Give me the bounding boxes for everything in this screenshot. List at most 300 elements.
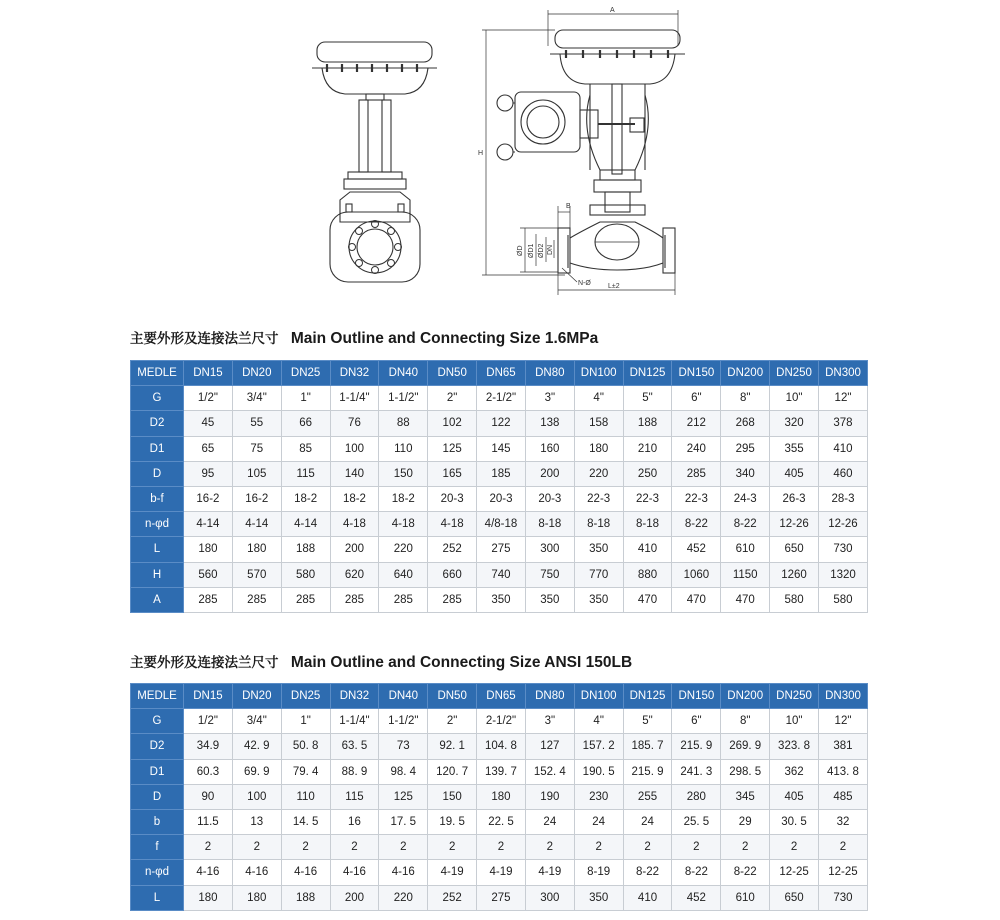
table-cell: 8"	[721, 709, 770, 734]
table-cell: 24	[623, 809, 672, 834]
table-cell: 98. 4	[379, 759, 428, 784]
table-cell: 165	[428, 461, 477, 486]
table-cell: 300	[525, 537, 574, 562]
row-label-cell: D2	[131, 411, 184, 436]
table-cell: 120. 7	[428, 759, 477, 784]
table-cell: 200	[330, 537, 379, 562]
table-cell: 580	[770, 587, 819, 612]
table-cell: 345	[721, 784, 770, 809]
table-cell: 138	[525, 411, 574, 436]
table-cell: 4-18	[330, 512, 379, 537]
header-cell-dn40: DN40	[379, 684, 428, 709]
table-cell: 2	[477, 835, 526, 860]
table-cell: 190	[525, 784, 574, 809]
table-cell: 65	[184, 436, 233, 461]
table-cell: 200	[525, 461, 574, 486]
table-cell: 22. 5	[477, 809, 526, 834]
table-cell: 88	[379, 411, 428, 436]
table-cell: 50. 8	[281, 734, 330, 759]
table-row	[131, 537, 868, 562]
table-cell: 22-3	[574, 486, 623, 511]
table-cell: 125	[428, 436, 477, 461]
table-cell: 4-16	[281, 860, 330, 885]
table-row	[131, 835, 868, 860]
table-cell: 20-3	[428, 486, 477, 511]
table-cell: 470	[672, 587, 721, 612]
table-cell: 215. 9	[672, 734, 721, 759]
table-cell: 158	[574, 411, 623, 436]
table-cell: 580	[281, 562, 330, 587]
table-cell: 29	[721, 809, 770, 834]
table-cell: 285	[184, 587, 233, 612]
table-row	[131, 809, 868, 834]
table2-title-en: Main Outline and Connecting Size ANSI 150LB	[290, 654, 633, 671]
table-cell: 340	[721, 461, 770, 486]
table-cell: 185	[477, 461, 526, 486]
table-cell: 230	[574, 784, 623, 809]
table-cell: 405	[770, 461, 819, 486]
table-row	[131, 461, 868, 486]
header-cell-dn20: DN20	[232, 684, 281, 709]
header-cell-dn50: DN50	[428, 684, 477, 709]
row-label-cell: D	[131, 461, 184, 486]
table-cell: 12-26	[818, 512, 867, 537]
valve-outline-drawing	[300, 0, 700, 305]
table-cell: 298. 5	[721, 759, 770, 784]
table-cell: 16-2	[232, 486, 281, 511]
table-row	[131, 734, 868, 759]
table-cell: 650	[770, 537, 819, 562]
table-cell: 560	[184, 562, 233, 587]
table-cell: 139. 7	[477, 759, 526, 784]
table-cell: 212	[672, 411, 721, 436]
dim-label-a: A	[610, 7, 615, 14]
table-cell: 8-22	[672, 512, 721, 537]
table-cell: 285	[428, 587, 477, 612]
table-cell: 8-18	[574, 512, 623, 537]
row-label-cell: D1	[131, 436, 184, 461]
table-cell: 180	[184, 537, 233, 562]
table-row	[131, 411, 868, 436]
table-cell: 4"	[574, 386, 623, 411]
table-cell: 610	[721, 537, 770, 562]
header-cell-model: MEDLE	[131, 684, 184, 709]
table-cell: 285	[672, 461, 721, 486]
header-cell-dn20: DN20	[232, 361, 281, 386]
table-row	[131, 562, 868, 587]
table-cell: 2-1/2"	[477, 709, 526, 734]
table-cell: 2	[525, 835, 574, 860]
table-row	[131, 386, 868, 411]
row-label-cell: A	[131, 587, 184, 612]
table-cell: 190. 5	[574, 759, 623, 784]
header-cell-dn200: DN200	[721, 361, 770, 386]
table-cell: 1260	[770, 562, 819, 587]
header-cell-dn125: DN125	[623, 684, 672, 709]
table-cell: 180	[232, 885, 281, 910]
table-cell: 470	[721, 587, 770, 612]
table-cell: 378	[818, 411, 867, 436]
table-cell: 76	[330, 411, 379, 436]
table-cell: 241. 3	[672, 759, 721, 784]
table-cell: 880	[623, 562, 672, 587]
spec-table-ansi-150lb	[130, 683, 868, 911]
table-cell: 2	[330, 835, 379, 860]
table-cell: 17. 5	[379, 809, 428, 834]
header-cell-dn80: DN80	[525, 361, 574, 386]
table-cell: 252	[428, 885, 477, 910]
table-cell: 73	[379, 734, 428, 759]
table-cell: 12-26	[770, 512, 819, 537]
dim-label-n: N-Ø	[578, 280, 591, 287]
table-cell: 12-25	[818, 860, 867, 885]
table-cell: 362	[770, 759, 819, 784]
header-cell-dn200: DN200	[721, 684, 770, 709]
table-cell: 620	[330, 562, 379, 587]
table-cell: 200	[330, 885, 379, 910]
table-cell: 280	[672, 784, 721, 809]
table-cell: 10"	[770, 709, 819, 734]
table-cell: 4-16	[184, 860, 233, 885]
table-cell: 323. 8	[770, 734, 819, 759]
header-cell-dn250: DN250	[770, 684, 819, 709]
table-cell: 2	[232, 835, 281, 860]
table-cell: 180	[232, 537, 281, 562]
table-row	[131, 885, 868, 910]
table-cell: 115	[281, 461, 330, 486]
table-cell: 413. 8	[818, 759, 867, 784]
table-cell: 220	[379, 537, 428, 562]
header-cell-model: MEDLE	[131, 361, 184, 386]
table-cell: 4-16	[232, 860, 281, 885]
header-cell-dn65: DN65	[477, 684, 526, 709]
header-cell-dn250: DN250	[770, 361, 819, 386]
table-cell: 381	[818, 734, 867, 759]
table-header-row	[131, 684, 868, 709]
table-cell: 285	[281, 587, 330, 612]
table-header-row	[131, 361, 868, 386]
table-cell: 60.3	[184, 759, 233, 784]
row-label-cell: f	[131, 835, 184, 860]
header-cell-dn25: DN25	[281, 684, 330, 709]
table-cell: 16	[330, 809, 379, 834]
table-cell: 24	[525, 809, 574, 834]
table-cell: 92. 1	[428, 734, 477, 759]
dim-label-l: L±2	[608, 283, 620, 290]
table-cell: 2	[184, 835, 233, 860]
table-cell: 20-3	[477, 486, 526, 511]
table-cell: 2-1/2"	[477, 386, 526, 411]
table-cell: 122	[477, 411, 526, 436]
table-cell: 220	[379, 885, 428, 910]
table-cell: 4-19	[525, 860, 574, 885]
table-cell: 28-3	[818, 486, 867, 511]
table-row	[131, 436, 868, 461]
header-cell-dn32: DN32	[330, 684, 379, 709]
table-cell: 12"	[818, 386, 867, 411]
table-cell: 3"	[525, 709, 574, 734]
table-cell: 34.9	[184, 734, 233, 759]
header-cell-dn150: DN150	[672, 684, 721, 709]
table-cell: 255	[623, 784, 672, 809]
table-cell: 405	[770, 784, 819, 809]
table-cell: 580	[818, 587, 867, 612]
table-cell: 11.5	[184, 809, 233, 834]
table-cell: 150	[379, 461, 428, 486]
table-cell: 45	[184, 411, 233, 436]
table-cell: 24-3	[721, 486, 770, 511]
table-cell: 3/4"	[232, 709, 281, 734]
table-cell: 115	[330, 784, 379, 809]
table-cell: 63. 5	[330, 734, 379, 759]
row-label-cell: n-φd	[131, 860, 184, 885]
table-cell: 4-18	[428, 512, 477, 537]
table-cell: 485	[818, 784, 867, 809]
table-cell: 410	[623, 537, 672, 562]
valve-side-view	[312, 42, 437, 282]
table-cell: 2"	[428, 709, 477, 734]
table-cell: 8-22	[623, 860, 672, 885]
table-cell: 295	[721, 436, 770, 461]
table-cell: 1/2"	[184, 709, 233, 734]
table-cell: 140	[330, 461, 379, 486]
table-cell: 69. 9	[232, 759, 281, 784]
table-cell: 660	[428, 562, 477, 587]
table-cell: 4-18	[379, 512, 428, 537]
table-cell: 105	[232, 461, 281, 486]
table-cell: 1150	[721, 562, 770, 587]
table-cell: 26-3	[770, 486, 819, 511]
table-cell: 350	[477, 587, 526, 612]
header-cell-dn40: DN40	[379, 361, 428, 386]
table-cell: 4-16	[379, 860, 428, 885]
table-cell: 770	[574, 562, 623, 587]
dim-label-h: H	[478, 150, 484, 157]
table-cell: 350	[525, 587, 574, 612]
table-row	[131, 486, 868, 511]
table-cell: 66	[281, 411, 330, 436]
table-cell: 2	[623, 835, 672, 860]
table-cell: 8-19	[574, 860, 623, 885]
table-cell: 2"	[428, 386, 477, 411]
row-label-cell: D2	[131, 734, 184, 759]
table-cell: 22-3	[672, 486, 721, 511]
table-cell: 88. 9	[330, 759, 379, 784]
table-row	[131, 784, 868, 809]
table-cell: 650	[770, 885, 819, 910]
table-cell: 740	[477, 562, 526, 587]
table-cell: 350	[574, 587, 623, 612]
table1-title-cn: 主要外形及连接法兰尺寸	[130, 331, 279, 347]
table-cell: 160	[525, 436, 574, 461]
table-cell: 180	[574, 436, 623, 461]
table-cell: 8-18	[525, 512, 574, 537]
table-cell: 22-3	[623, 486, 672, 511]
header-cell-dn15: DN15	[184, 684, 233, 709]
table-cell: 95	[184, 461, 233, 486]
table-cell: 188	[281, 537, 330, 562]
table-cell: 2	[672, 835, 721, 860]
header-cell-dn300: DN300	[818, 684, 867, 709]
table-cell: 2	[818, 835, 867, 860]
table-cell: 8-18	[623, 512, 672, 537]
table-cell: 6"	[672, 709, 721, 734]
table-cell: 4-14	[232, 512, 281, 537]
table-row	[131, 512, 868, 537]
table-cell: 2	[721, 835, 770, 860]
table-cell: 4-16	[330, 860, 379, 885]
table-cell: 410	[623, 885, 672, 910]
table-cell: 2	[428, 835, 477, 860]
row-label-cell: H	[131, 562, 184, 587]
table-cell: 285	[379, 587, 428, 612]
table-cell: 2	[574, 835, 623, 860]
table-cell: 410	[818, 436, 867, 461]
table-cell: 640	[379, 562, 428, 587]
table-cell: 8-22	[721, 512, 770, 537]
table-cell: 5"	[623, 709, 672, 734]
row-label-cell: L	[131, 885, 184, 910]
table-cell: 1-1/4"	[330, 386, 379, 411]
header-cell-dn100: DN100	[574, 684, 623, 709]
dim-label-b: B	[566, 203, 571, 210]
table-cell: 188	[623, 411, 672, 436]
table-cell: 150	[428, 784, 477, 809]
table-cell: 3/4"	[232, 386, 281, 411]
table-cell: 1060	[672, 562, 721, 587]
table-cell: 730	[818, 885, 867, 910]
table-cell: 90	[184, 784, 233, 809]
table-cell: 750	[525, 562, 574, 587]
table-cell: 152. 4	[525, 759, 574, 784]
header-cell-dn32: DN32	[330, 361, 379, 386]
row-label-cell: b-f	[131, 486, 184, 511]
table-cell: 14. 5	[281, 809, 330, 834]
table1-title	[130, 327, 598, 348]
table-cell: 355	[770, 436, 819, 461]
table-cell: 79. 4	[281, 759, 330, 784]
table-cell: 275	[477, 537, 526, 562]
table-cell: 215. 9	[623, 759, 672, 784]
table-cell: 460	[818, 461, 867, 486]
header-cell-dn15: DN15	[184, 361, 233, 386]
table-cell: 320	[770, 411, 819, 436]
dim-label-d2: ØD2	[538, 243, 545, 258]
table-cell: 85	[281, 436, 330, 461]
table-cell: 610	[721, 885, 770, 910]
table-cell: 570	[232, 562, 281, 587]
table-cell: 102	[428, 411, 477, 436]
table-cell: 452	[672, 537, 721, 562]
table-cell: 20-3	[525, 486, 574, 511]
header-cell-dn50: DN50	[428, 361, 477, 386]
table-cell: 269. 9	[721, 734, 770, 759]
table-cell: 19. 5	[428, 809, 477, 834]
table-cell: 110	[281, 784, 330, 809]
dim-label-dn: DN	[547, 244, 554, 255]
table-cell: 470	[623, 587, 672, 612]
table2-title	[130, 651, 632, 672]
table-cell: 75	[232, 436, 281, 461]
table-cell: 220	[574, 461, 623, 486]
table2-title-cn: 主要外形及连接法兰尺寸	[130, 655, 279, 671]
header-cell-dn150: DN150	[672, 361, 721, 386]
table-cell: 2	[281, 835, 330, 860]
table-cell: 4-14	[281, 512, 330, 537]
valve-front-view	[482, 10, 685, 295]
table-row	[131, 759, 868, 784]
table1-title-en: Main Outline and Connecting Size 1.6MPa	[290, 330, 599, 347]
row-label-cell: D	[131, 784, 184, 809]
table-cell: 18-2	[379, 486, 428, 511]
table-cell: 268	[721, 411, 770, 436]
row-label-cell: n-φd	[131, 512, 184, 537]
table-cell: 180	[184, 885, 233, 910]
header-cell-dn25: DN25	[281, 361, 330, 386]
table-cell: 285	[330, 587, 379, 612]
table-cell: 1/2"	[184, 386, 233, 411]
table-cell: 104. 8	[477, 734, 526, 759]
table-cell: 145	[477, 436, 526, 461]
table-cell: 8"	[721, 386, 770, 411]
header-cell-dn80: DN80	[525, 684, 574, 709]
table-cell: 100	[330, 436, 379, 461]
table-cell: 5"	[623, 386, 672, 411]
row-label-cell: b	[131, 809, 184, 834]
row-label-cell: G	[131, 709, 184, 734]
table-cell: 1"	[281, 709, 330, 734]
spec-table-1-6mpa	[130, 360, 868, 613]
table-cell: 350	[574, 885, 623, 910]
table-cell: 275	[477, 885, 526, 910]
row-label-cell: D1	[131, 759, 184, 784]
table-cell: 350	[574, 537, 623, 562]
table-cell: 4-14	[184, 512, 233, 537]
table-cell: 127	[525, 734, 574, 759]
table-cell: 24	[574, 809, 623, 834]
table-cell: 240	[672, 436, 721, 461]
table-cell: 4/8-18	[477, 512, 526, 537]
table-cell: 300	[525, 885, 574, 910]
table-cell: 1-1/4"	[330, 709, 379, 734]
table-cell: 730	[818, 537, 867, 562]
table-cell: 32	[818, 809, 867, 834]
table-cell: 210	[623, 436, 672, 461]
table-cell: 6"	[672, 386, 721, 411]
table-cell: 8-22	[672, 860, 721, 885]
header-cell-dn125: DN125	[623, 361, 672, 386]
table-cell: 18-2	[281, 486, 330, 511]
row-label-cell: G	[131, 386, 184, 411]
table-cell: 252	[428, 537, 477, 562]
dim-label-d: ØD	[517, 245, 524, 256]
table-cell: 100	[232, 784, 281, 809]
table-cell: 42. 9	[232, 734, 281, 759]
table-cell: 10"	[770, 386, 819, 411]
table-cell: 2	[379, 835, 428, 860]
table-cell: 16-2	[184, 486, 233, 511]
table-cell: 18-2	[330, 486, 379, 511]
table-cell: 180	[477, 784, 526, 809]
table-cell: 4"	[574, 709, 623, 734]
dim-label-d1: ØD1	[528, 243, 535, 258]
row-label-cell: L	[131, 537, 184, 562]
table-cell: 285	[232, 587, 281, 612]
table-cell: 110	[379, 436, 428, 461]
header-cell-dn100: DN100	[574, 361, 623, 386]
header-cell-dn65: DN65	[477, 361, 526, 386]
table-cell: 1"	[281, 386, 330, 411]
